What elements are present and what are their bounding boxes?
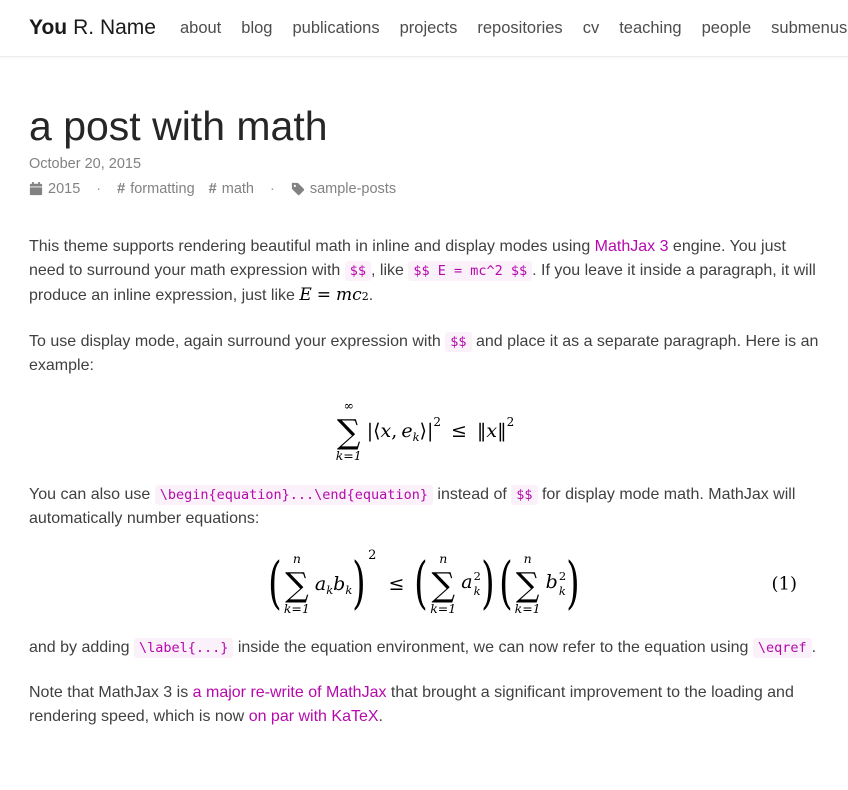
scripts bbox=[473, 568, 481, 599]
inline-code: $$ bbox=[511, 485, 537, 505]
equation-number: (1) bbox=[771, 573, 797, 595]
nav-item-teaching[interactable]: teaching bbox=[619, 18, 682, 37]
nav-item-submenus-label: submenus bbox=[771, 18, 848, 37]
sum-lower-limit: k=1 bbox=[514, 600, 541, 616]
display-equation-cauchy-schwarz bbox=[29, 548, 819, 617]
math-term bbox=[545, 568, 567, 599]
math-term bbox=[336, 283, 352, 307]
inline-code: $$ bbox=[445, 332, 471, 352]
math-term bbox=[461, 568, 481, 599]
nav-item-about[interactable]: about bbox=[179, 18, 222, 37]
post-meta bbox=[29, 181, 819, 197]
text-run: and place it as a separate paragraph. Here is an example: bbox=[29, 333, 819, 375]
delimiter: ‖ bbox=[476, 420, 487, 443]
text-run: engine. You just need to surround your math expression with bbox=[29, 238, 786, 280]
variable: a bbox=[314, 573, 327, 596]
nav-item-projects[interactable]: projects bbox=[399, 18, 458, 37]
inline-link[interactable]: on par with KaTeX bbox=[248, 708, 379, 726]
display-equation-bessel bbox=[29, 399, 819, 463]
inline-code: \label{...} bbox=[134, 638, 233, 658]
text-run: . bbox=[378, 708, 383, 726]
superscript: 2 bbox=[433, 415, 441, 430]
calendar-icon bbox=[29, 182, 43, 196]
nav-item-submenus[interactable] bbox=[761, 11, 848, 45]
inline-math bbox=[299, 285, 368, 305]
math-term bbox=[381, 420, 392, 442]
sigma-glyph: ∑ bbox=[431, 564, 456, 604]
equation-body: ( n ∑ k=1 a k b k ) 2 ≤ ( n ∑ k=1 a 2 k ) ( n ∑ k=1 b 2 k ) bbox=[268, 548, 580, 617]
variable: m bbox=[336, 285, 353, 306]
tag-link-math[interactable] bbox=[209, 181, 254, 197]
relation: = bbox=[316, 285, 332, 306]
text-run: To use display mode, again surround your expression with bbox=[29, 333, 446, 351]
math-term bbox=[333, 573, 353, 598]
text-run: . bbox=[368, 287, 374, 305]
math-term bbox=[401, 420, 420, 445]
meta-separator: · bbox=[270, 181, 275, 198]
equation-body bbox=[334, 399, 515, 463]
text-run: . If you leave it inside a paragraph, it will produce an inline expression, just like bbox=[29, 262, 816, 305]
text-run: , like bbox=[371, 262, 409, 280]
math-term bbox=[314, 573, 334, 598]
subscript: k bbox=[473, 584, 481, 599]
math-term bbox=[299, 283, 311, 307]
sum-lower-limit: k=1 bbox=[430, 600, 457, 616]
inline-code: \begin{equation}...\end{equation} bbox=[155, 485, 433, 505]
sigma-glyph: ∑ bbox=[336, 411, 361, 451]
page-title: a post with math bbox=[29, 103, 328, 149]
inline-link[interactable]: a major re-write of MathJax bbox=[192, 684, 387, 702]
text-run: and by adding bbox=[29, 639, 134, 657]
category-link[interactable] bbox=[291, 181, 396, 197]
paragraph bbox=[29, 636, 819, 660]
inline-code: $$ bbox=[345, 261, 371, 281]
sum-upper-limit: n bbox=[523, 551, 532, 567]
text-run: for display mode math. MathJax will automatically number equations: bbox=[29, 486, 796, 528]
site-brand[interactable] bbox=[29, 16, 156, 40]
sum-symbol bbox=[336, 399, 362, 463]
category-label: sample-posts bbox=[309, 181, 397, 198]
tag-label: formatting bbox=[130, 181, 195, 198]
nav-item-publications[interactable]: publications bbox=[292, 18, 380, 37]
text-run: You can also use bbox=[29, 486, 155, 504]
variable: a bbox=[461, 570, 473, 593]
subscript: k bbox=[326, 583, 334, 598]
superscript: 2 bbox=[558, 568, 567, 583]
sum-symbol bbox=[284, 552, 310, 616]
math-term bbox=[352, 283, 369, 309]
tag-link-formatting[interactable] bbox=[117, 181, 195, 197]
paragraph bbox=[29, 330, 819, 378]
paragraph bbox=[29, 483, 819, 531]
relation: ≤ bbox=[388, 573, 405, 596]
variable: E bbox=[299, 285, 312, 306]
variable: b bbox=[333, 573, 346, 596]
variable: x bbox=[486, 420, 498, 443]
subscript: k bbox=[345, 583, 353, 598]
nav-item-cv[interactable]: cv bbox=[582, 18, 600, 37]
variable: x bbox=[380, 420, 392, 443]
punctuation: , bbox=[391, 420, 398, 443]
post-page bbox=[0, 104, 848, 790]
nav-item-repositories[interactable]: repositories bbox=[477, 18, 563, 37]
hash-icon: # bbox=[208, 181, 217, 198]
tag-label: math bbox=[221, 181, 254, 198]
nav-item-people[interactable]: people bbox=[701, 18, 752, 37]
sigma-glyph: ∑ bbox=[515, 564, 540, 604]
text-run: inside the equation environment, we can now refer to the equation using bbox=[233, 639, 753, 657]
relation: ≤ bbox=[451, 420, 467, 443]
superscript: 2 bbox=[368, 548, 377, 564]
text-run: that brought a significant improvement to the loading and rendering speed, which is now bbox=[29, 684, 794, 726]
tag-icon bbox=[291, 182, 305, 196]
text-run: . bbox=[811, 639, 817, 657]
sum-symbol bbox=[515, 552, 541, 616]
superscript: 2 bbox=[361, 290, 369, 304]
sum-lower-limit: k=1 bbox=[335, 447, 362, 463]
brand-last-name: R. Name bbox=[73, 16, 156, 39]
subscript: k bbox=[412, 430, 420, 445]
post-date: October 20, 2015 bbox=[29, 156, 142, 173]
navbar bbox=[0, 0, 848, 57]
hash-icon: # bbox=[117, 181, 126, 198]
math-term bbox=[486, 420, 497, 442]
text-run: This theme supports rendering beautiful math in inline and display modes using bbox=[29, 238, 595, 256]
inline-link[interactable]: MathJax 3 bbox=[594, 238, 669, 256]
paragraph bbox=[29, 681, 819, 729]
sum-symbol bbox=[430, 552, 456, 616]
text-run: Note that MathJax 3 is bbox=[29, 684, 193, 702]
year-link[interactable] bbox=[29, 181, 80, 197]
superscript: 2 bbox=[473, 568, 481, 583]
brand-first-name: You bbox=[29, 16, 68, 39]
delimiter: ⟩| bbox=[419, 420, 434, 443]
nav-menu bbox=[170, 19, 848, 38]
scripts bbox=[558, 568, 567, 599]
variable: b bbox=[545, 570, 558, 593]
variable: c bbox=[352, 285, 362, 306]
paragraph bbox=[29, 235, 819, 309]
delimiter: ‖ bbox=[497, 420, 507, 443]
sum-lower-limit: k=1 bbox=[283, 600, 310, 616]
nav-item-blog[interactable]: blog bbox=[241, 18, 273, 37]
inline-code: \eqref bbox=[753, 638, 812, 658]
subscript: k bbox=[558, 584, 566, 599]
inline-code: $$ E = mc^2 $$ bbox=[408, 261, 532, 281]
sum-upper-limit: n bbox=[292, 551, 301, 567]
text-run: instead of bbox=[432, 486, 512, 504]
year-label: 2015 bbox=[48, 181, 81, 198]
sum-upper-limit: ∞ bbox=[343, 398, 354, 414]
superscript: 2 bbox=[506, 415, 515, 430]
meta-separator: · bbox=[96, 181, 102, 198]
variable: e bbox=[401, 420, 413, 443]
delimiter: |⟨ bbox=[366, 420, 381, 443]
sigma-glyph: ∑ bbox=[285, 564, 309, 604]
sum-upper-limit: n bbox=[439, 551, 448, 567]
